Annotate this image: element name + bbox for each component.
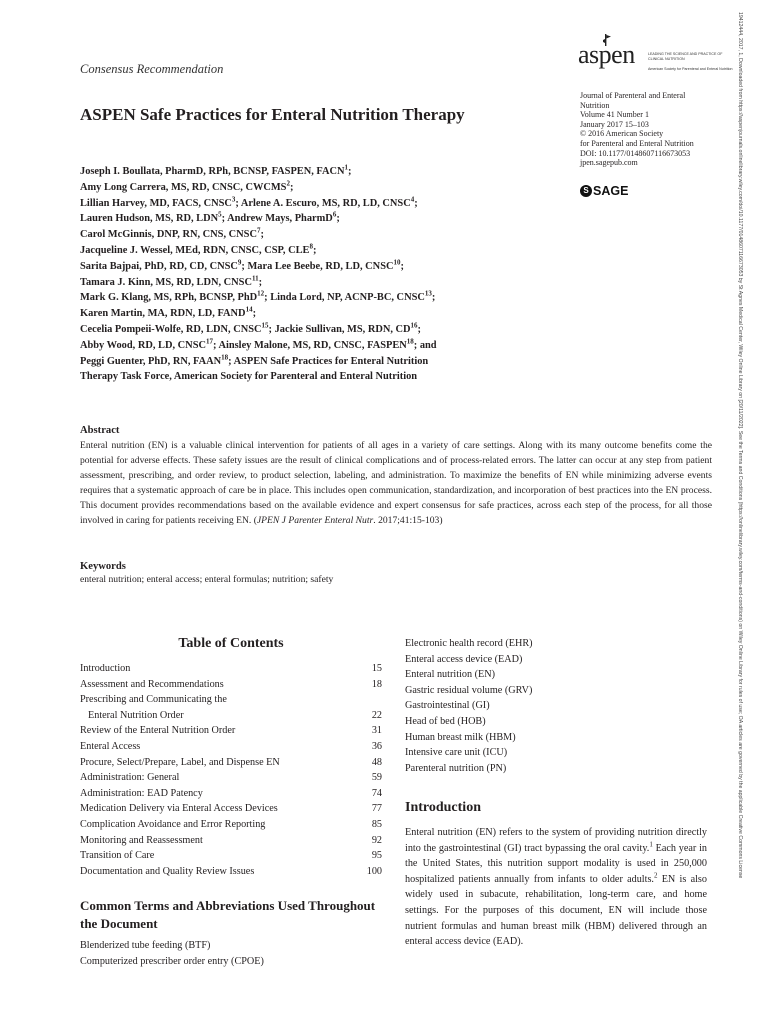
sage-circle-icon: S xyxy=(580,185,592,197)
toc-entry-title: Enteral Nutrition Order xyxy=(88,709,184,721)
toc-entry-title: Transition of Care xyxy=(80,850,155,862)
abstract-text: Enteral nutrition (EN) is a valuable clinical intervention for patients of all ages in a variety of care settings. Along with its many outcome benefits come the potential for adverse effects. These safety issues are the result of clinical complications and of process-related errors. The latter can occur at any step from patient assessment, prescribing, and order review, to product selection, labeling, and administration. To maximize the benefits of EN while minimizing adverse events requires that a systematic approach of care be in place. This includes open communication, standardization, and incorporation of best practices into the EN process. This document provides recommendations based on the available evidence and expert consensus for safe practices, across each step of the process, for all those involved in caring for patients receiving EN. xyxy=(80,440,712,526)
affiliation-ref: 16 xyxy=(410,321,418,330)
toc-entry xyxy=(80,661,382,677)
term-item: Gastrointestinal (GI) xyxy=(405,700,490,712)
author-name: Peggi Guenter, PhD, RN, FAAN xyxy=(80,355,222,367)
download-notice-text: 19412444, 2017, 1, Downloaded from https://aspenjournals.onlinelibrary.wiley.com/doi/10.1177/0148607116673053 by St Agnes Medical Center, Wiley Online Library on [20/11/2022]. See the Terms and Conditions (https://onlinelibrary.wiley.com/terms-and-conditions) on Wiley Online Library for rules of use; OA articles are governed by the applicable Creative Commons License xyxy=(737,12,743,879)
term-item: Parenteral nutrition (PN) xyxy=(405,762,507,774)
author-name: Lauren Hudson, MS, RD, LDN xyxy=(80,213,219,225)
toc-entry-page: 100 xyxy=(366,865,382,877)
toc-entry xyxy=(80,801,382,817)
citation-journal: JPEN J Parenter Enteral Nutr xyxy=(256,515,374,526)
toc-entry-page: 18 xyxy=(371,678,382,690)
author-name: ; xyxy=(258,276,263,288)
author-name: ; Linda Lord, NP, ACNP-BC, CNSC xyxy=(264,292,425,304)
abstract-body: Enteral nutrition (EN) is a valuable clinical intervention for patients of all ages in a variety of care settings. Along with its many outcome benefits come the potential for adverse effects. These safety issues are the result of clinical complications and of process-related errors. The latter can occur at any step from patient assessment, prescribing, and order review, to product selection, labeling, and administration. To maximize the benefits of EN while minimizing adverse events requires that a systematic approach of care be in place. This includes open communication, standardization, and incorporation of best practices into the EN process. This document provides recommendations based on the available evidence and expert consensus for safe practices, across each step of the process, for all those involved in caring for patients receiving EN. (JPEN J Parenter Enteral Nutr. 2017;41:15-103) xyxy=(80,440,712,526)
terms-heading: Common Terms and Abbreviations Used Throughout the Document xyxy=(80,898,376,931)
author-line xyxy=(80,369,560,385)
journal-info xyxy=(580,91,725,168)
introduction-body xyxy=(405,825,707,950)
toc-entry-page: 95 xyxy=(371,850,382,862)
author-name: Abby Wood, RD, LD, CNSC xyxy=(80,339,206,351)
author-name: ; and xyxy=(413,339,437,351)
article-title: ASPEN Safe Practices for Enteral Nutrition Therapy xyxy=(80,105,465,124)
toc-entry-title: Administration: EAD Patency xyxy=(80,787,203,799)
journal-line: Nutrition xyxy=(580,100,610,110)
term-item: Human breast milk (HBM) xyxy=(405,731,516,743)
toc-entry xyxy=(80,723,382,739)
logo-subline: American Society for Parenteral and Enteral Nutrition xyxy=(648,67,733,71)
toc-entry-title: Administration: General xyxy=(80,772,180,784)
author-name: ; xyxy=(348,166,352,177)
author-line xyxy=(80,290,560,306)
author-name: Lillian Harvey, MD, FACS, CNSC xyxy=(80,197,232,209)
affiliation-ref: 18 xyxy=(221,353,229,362)
author-name: ; ASPEN Safe Practices for Enteral Nutrition xyxy=(228,355,429,367)
toc-entry-page: 36 xyxy=(371,740,382,752)
affiliation-ref: 12 xyxy=(257,289,265,298)
toc-entry xyxy=(80,833,382,849)
toc-entry-page: 59 xyxy=(371,772,382,784)
journal-line: Journal of Parenteral and Enteral xyxy=(580,91,686,100)
intro-text: Enteral nutrition (EN) refers to the system of providing nutrition directly into the gastrointestinal (GI) tract bypassing the oral cavity. xyxy=(405,827,707,854)
toc-entry-page: 92 xyxy=(371,834,382,846)
author-name: ; xyxy=(336,213,340,225)
toc-entry xyxy=(80,755,382,771)
affiliation-ref: 17 xyxy=(205,337,213,346)
term-item: Enteral nutrition (EN) xyxy=(405,669,495,681)
author-name: Mark G. Klang, MS, RPh, BCNSP, PhD xyxy=(80,292,258,304)
toc-entry-page: 15 xyxy=(371,663,382,674)
author-name: ; xyxy=(400,260,404,272)
toc-entry-title: Review of the Enteral Nutrition Order xyxy=(80,725,236,737)
term-item: Enteral access device (EAD) xyxy=(405,653,523,665)
journal-line: jpen.sagepub.com xyxy=(580,158,638,168)
affiliation-ref: 14 xyxy=(245,305,253,314)
author-name: Jacqueline J. Wessel, MEd, RDN, CNSC, CSP, CLE xyxy=(80,244,310,256)
author-name: Tamara J. Kinn, MS, RD, LDN, CNSC xyxy=(80,276,252,288)
author-name: ; xyxy=(431,292,436,304)
affiliation-ref: 6 xyxy=(332,210,337,219)
journal-line: for Parenteral and Enteral Nutrition xyxy=(580,138,694,148)
author-name: Amy Long Carrera, MS, RD, CNSC, CWCMS xyxy=(80,181,287,193)
toc-entry-page: 31 xyxy=(371,725,382,737)
term-item: Head of bed (HOB) xyxy=(405,715,486,727)
keywords-text: enteral nutrition; enteral access; enteral formulas; nutrition; safety xyxy=(80,574,334,585)
toc-entry xyxy=(80,817,382,833)
sage-wordmark: SAGE xyxy=(593,183,629,198)
toc-entry xyxy=(80,864,382,880)
journal-line: Volume 41 Number 1 xyxy=(580,110,649,120)
author-line xyxy=(80,322,560,338)
term-item: Gastric residual volume (GRV) xyxy=(405,684,533,696)
author-name: Cecelia Pompeii-Wolfe, RD, LDN, CNSC xyxy=(80,323,262,335)
affiliation-ref: 2 xyxy=(286,179,290,188)
author-name: ; Mara Lee Beebe, RD, LD, CNSC xyxy=(241,260,394,272)
author-line xyxy=(80,211,560,227)
footnote-ref: 2 xyxy=(653,871,658,880)
author-line xyxy=(80,180,560,196)
citation-rest: . 2017;41:15-103) xyxy=(373,515,443,526)
toc-heading: Table of Contents xyxy=(178,636,284,651)
logo-tagline: LEADING THE SCIENCE AND PRACTICE OF CLINICAL NUTRITION xyxy=(648,52,723,61)
intro-text: EN is also widely used in subacute, rehabilitation, long-term care, and home settings. For the purposes of this document, EN will include those nutrient formulas and human breast milk (HBM) delivered through an enteral access device (EAD). xyxy=(405,873,707,948)
author-name: Therapy Task Force, American Society for Parenteral and Enteral Nutrition xyxy=(80,371,418,383)
toc-entry xyxy=(80,786,382,802)
author-line xyxy=(80,338,560,354)
author-name: ; Jackie Sullivan, MS, RDN, CD xyxy=(268,323,411,335)
toc-entry-page: 22 xyxy=(371,709,382,721)
journal-line: January 2017 15–103 xyxy=(580,119,649,129)
author-line xyxy=(80,196,560,212)
author-name: ; Arlene A. Escuro, MS, RD, LD, CNSC xyxy=(235,197,411,209)
author-name: ; xyxy=(414,197,418,209)
author-name: ; xyxy=(313,244,317,256)
term-item: Electronic health record (EHR) xyxy=(405,638,533,649)
author-line xyxy=(80,259,560,275)
journal-line: DOI: 10.1177/0148607116673053 xyxy=(580,148,691,158)
author-line xyxy=(80,243,560,259)
author-line xyxy=(80,306,560,322)
terms-list-left xyxy=(80,938,264,969)
toc-entry-title: Enteral Access xyxy=(80,740,141,752)
toc-entry xyxy=(80,848,382,864)
affiliation-ref: 3 xyxy=(231,195,236,204)
journal-line: © 2016 American Society xyxy=(580,129,664,139)
toc-entry-title: Monitoring and Reassessment xyxy=(80,834,203,846)
affiliation-ref: 11 xyxy=(251,274,259,283)
affiliation-ref: 15 xyxy=(261,321,269,330)
toc-entry xyxy=(80,708,382,724)
author-name: ; xyxy=(417,323,422,335)
toc-entry-page: 85 xyxy=(371,818,382,830)
footnote-ref: 1 xyxy=(649,840,653,849)
toc-entry-title: Documentation and Quality Review Issues xyxy=(80,865,255,877)
author-line xyxy=(80,354,560,370)
author-list xyxy=(80,164,560,385)
toc-entry-page: 74 xyxy=(371,787,382,799)
download-notice-sidebar xyxy=(735,12,751,1012)
toc-entry-page: 77 xyxy=(371,803,382,815)
toc-entry xyxy=(80,770,382,786)
author-name: ; xyxy=(289,181,294,193)
toc-entry-title: Prescribing and Communicating the xyxy=(80,694,227,706)
toc-entry xyxy=(80,692,382,708)
terms-list-right xyxy=(405,636,533,776)
aspen-logo xyxy=(578,34,733,76)
affiliation-ref: 13 xyxy=(424,289,432,298)
term-item: Intensive care unit (ICU) xyxy=(405,747,508,759)
affiliation-ref: 8 xyxy=(309,242,313,251)
term-item: Blenderized tube feeding (BTF) xyxy=(80,940,211,951)
affiliation-ref: 10 xyxy=(393,258,401,267)
toc-entry-title: Medication Delivery via Enteral Access Devices xyxy=(80,803,278,815)
intro-text: Each year in the United States, this nutrition support modality is used in 250,000 hospitalized patients annually from infants to older adults. xyxy=(405,842,707,885)
affiliation-ref: 18 xyxy=(406,337,414,346)
toc-entry-title: Complication Avoidance and Error Reporting xyxy=(80,818,266,830)
author-name: ; Ainsley Malone, MS, RD, CNSC, FASPEN xyxy=(212,339,407,351)
author-name: Carol McGinnis, DNP, RN, CNS, CNSC xyxy=(80,229,257,241)
section-label: Consensus Recommendation xyxy=(80,62,224,76)
author-name: Karen Martin, MA, RDN, LD, FAND xyxy=(80,308,246,320)
abstract-heading: Abstract xyxy=(80,425,120,436)
author-name: Sarita Bajpai, PhD, RD, CD, CNSC xyxy=(80,260,238,272)
toc-entry-title: Introduction xyxy=(80,663,131,674)
affiliation-ref: 7 xyxy=(256,226,261,235)
author-line xyxy=(80,275,560,291)
toc-entry-page: 48 xyxy=(371,756,382,768)
logo-word: aspen xyxy=(578,40,635,69)
toc-entry-title: Procure, Select/Prepare, Label, and Dispense EN xyxy=(80,756,280,768)
introduction-heading: Introduction xyxy=(405,800,481,815)
author-name: ; xyxy=(260,229,264,241)
term-item: Computerized prescriber order entry (CPOE) xyxy=(80,955,264,967)
author-line xyxy=(80,227,560,243)
keywords-heading: Keywords xyxy=(80,561,126,572)
toc-entry xyxy=(80,739,382,755)
toc-entry xyxy=(80,677,382,693)
author-name: Joseph I. Boullata, PharmD, RPh, BCNSP, FASPEN, FACN xyxy=(80,166,345,177)
affiliation-ref: 5 xyxy=(218,210,222,219)
author-name: ; Andrew Mays, PharmD xyxy=(221,213,333,225)
author-line xyxy=(80,164,560,180)
toc-list xyxy=(80,661,382,879)
toc-entry-title: Assessment and Recommendations xyxy=(80,678,224,690)
affiliation-ref: 1 xyxy=(344,163,349,172)
sage-logo xyxy=(580,183,628,198)
affiliation-ref: 4 xyxy=(410,195,415,204)
affiliation-ref: 9 xyxy=(237,258,242,267)
author-name: ; xyxy=(252,308,257,320)
